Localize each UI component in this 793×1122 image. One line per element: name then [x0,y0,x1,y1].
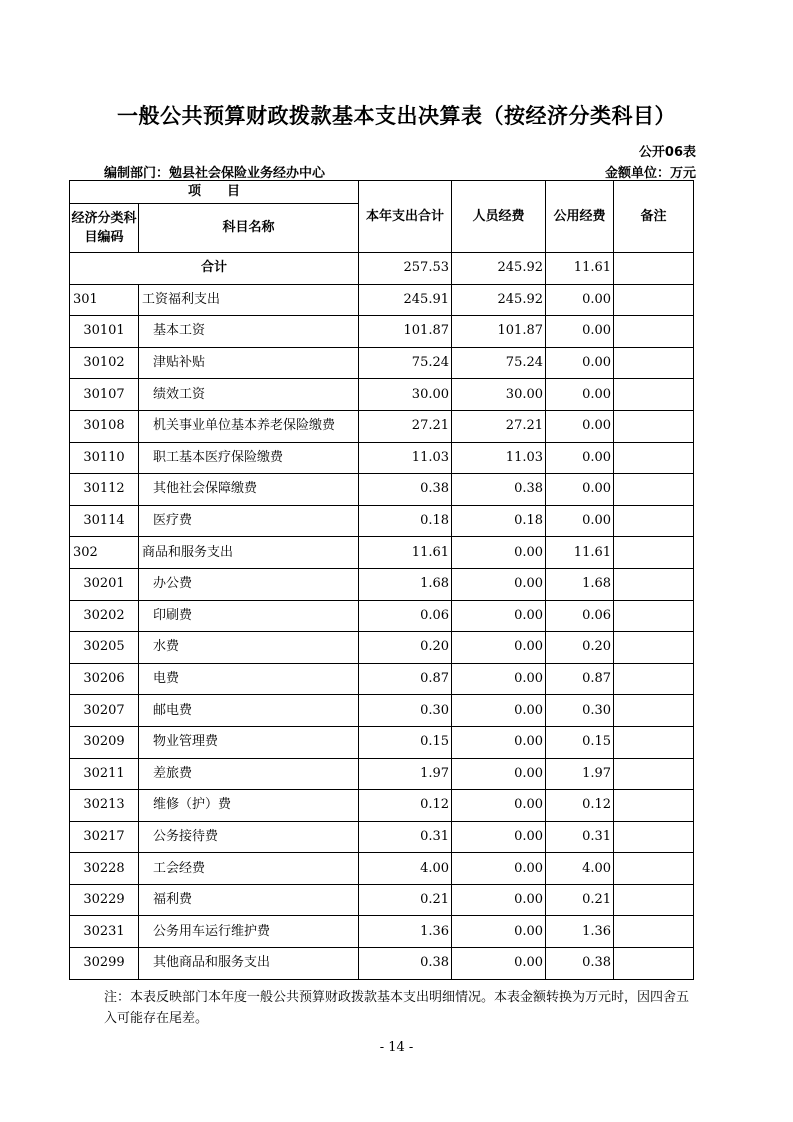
row-remark [614,821,694,853]
row-code: 30110 [70,442,139,474]
header-personnel: 人员经费 [452,181,546,253]
row-name: 基本工资 [139,316,359,348]
row-public: 1.36 [546,916,614,948]
table-row [70,948,694,980]
row-remark [614,884,694,916]
row-personnel: 0.38 [452,474,546,506]
row-personnel: 0.00 [452,948,546,980]
row-name: 其他社会保障缴费 [139,474,359,506]
row-total: 30.00 [359,379,452,411]
table-row [70,505,694,537]
header-row-1 [70,181,694,204]
row-remark [614,442,694,474]
row-public: 4.00 [546,853,614,885]
row-name: 公务用车运行维护费 [139,916,359,948]
table-row [70,821,694,853]
table-row [70,284,694,316]
row-personnel: 0.00 [452,916,546,948]
row-total: 0.38 [359,948,452,980]
row-name: 商品和服务支出 [139,537,359,569]
row-total: 11.03 [359,442,452,474]
row-code: 30114 [70,505,139,537]
row-remark [614,948,694,980]
row-remark [614,916,694,948]
row-total: 0.21 [359,884,452,916]
row-remark [614,284,694,316]
header-project: 项 目 [70,181,359,204]
row-public: 1.68 [546,568,614,600]
footnote: 注：本表反映部门本年度一般公共预算财政拨款基本支出明细情况。本表金额转换为万元时，因四舍五入可能存在尾差。 [104,990,690,1026]
row-code: 301 [70,284,139,316]
total-sum: 257.53 [359,253,452,285]
table-row [70,316,694,348]
row-public: 0.00 [546,379,614,411]
row-code: 30211 [70,758,139,790]
row-remark [614,632,694,664]
row-remark [614,600,694,632]
row-personnel: 245.92 [452,284,546,316]
table-row [70,726,694,758]
row-name: 差旅费 [139,758,359,790]
table-row [70,758,694,790]
table-row [70,410,694,442]
row-remark [614,505,694,537]
row-personnel: 0.00 [452,568,546,600]
row-code: 30107 [70,379,139,411]
row-code: 302 [70,537,139,569]
row-public: 11.61 [546,537,614,569]
header-public: 公用经费 [546,181,614,253]
row-code: 30202 [70,600,139,632]
row-personnel: 0.00 [452,821,546,853]
row-code: 30299 [70,948,139,980]
row-total: 1.36 [359,916,452,948]
total-row [70,253,694,285]
row-personnel: 0.00 [452,695,546,727]
row-total: 11.61 [359,537,452,569]
row-personnel: 101.87 [452,316,546,348]
row-code: 30207 [70,695,139,727]
table-row [70,916,694,948]
row-total: 1.97 [359,758,452,790]
table-row [70,790,694,822]
row-public: 0.06 [546,600,614,632]
row-name: 津贴补贴 [139,347,359,379]
row-remark [614,316,694,348]
row-code: 30213 [70,790,139,822]
table-row [70,632,694,664]
row-total: 0.87 [359,663,452,695]
row-public: 0.00 [546,442,614,474]
row-name: 机关事业单位基本养老保险缴费 [139,410,359,442]
row-public: 0.00 [546,347,614,379]
row-remark [614,726,694,758]
row-total: 1.68 [359,568,452,600]
row-personnel: 30.00 [452,379,546,411]
row-remark [614,790,694,822]
row-remark [614,537,694,569]
row-name: 福利费 [139,884,359,916]
row-name: 办公费 [139,568,359,600]
row-personnel: 0.00 [452,600,546,632]
row-total: 4.00 [359,853,452,885]
header-total: 本年支出合计 [359,181,452,253]
row-remark [614,474,694,506]
row-remark [614,568,694,600]
row-personnel: 0.00 [452,758,546,790]
row-name: 工资福利支出 [139,284,359,316]
row-name: 电费 [139,663,359,695]
row-public: 0.21 [546,884,614,916]
page-title: 一般公共预算财政拨款基本支出决算表（按经济分类科目） [117,104,676,128]
table-row [70,663,694,695]
page-number: - 14 - [379,1040,414,1055]
row-code: 30206 [70,663,139,695]
row-personnel: 27.21 [452,410,546,442]
row-remark [614,758,694,790]
expenditure-table [69,180,694,980]
header-name: 科目名称 [139,204,359,253]
row-public: 0.12 [546,790,614,822]
row-personnel: 0.00 [452,632,546,664]
row-code: 30231 [70,916,139,948]
row-public: 0.00 [546,316,614,348]
table-row [70,695,694,727]
row-name: 物业管理费 [139,726,359,758]
row-total: 0.06 [359,600,452,632]
row-public: 0.87 [546,663,614,695]
row-total: 75.24 [359,347,452,379]
row-name: 印刷费 [139,600,359,632]
row-personnel: 0.00 [452,853,546,885]
row-remark [614,853,694,885]
row-total: 0.20 [359,632,452,664]
row-name: 邮电费 [139,695,359,727]
row-total: 0.15 [359,726,452,758]
table-row [70,537,694,569]
row-public: 0.00 [546,284,614,316]
row-public: 0.38 [546,948,614,980]
row-name: 其他商品和服务支出 [139,948,359,980]
row-personnel: 0.00 [452,790,546,822]
row-public: 0.20 [546,632,614,664]
row-code: 30112 [70,474,139,506]
row-total: 0.31 [359,821,452,853]
row-public: 0.31 [546,821,614,853]
row-personnel: 11.03 [452,442,546,474]
row-code: 30217 [70,821,139,853]
header-remark: 备注 [614,181,694,253]
row-name: 维修（护）费 [139,790,359,822]
row-name: 绩效工资 [139,379,359,411]
row-remark [614,379,694,411]
department-label: 编制部门：勉县社会保险业务经办中心 [104,166,326,181]
row-remark [614,347,694,379]
row-code: 30102 [70,347,139,379]
table-row [70,379,694,411]
table-row [70,474,694,506]
row-name: 公务接待费 [139,821,359,853]
row-name: 水费 [139,632,359,664]
total-remark [614,253,694,285]
row-name: 工会经费 [139,853,359,885]
row-code: 30205 [70,632,139,664]
table-row [70,853,694,885]
table-row [70,884,694,916]
row-name: 医疗费 [139,505,359,537]
row-total: 101.87 [359,316,452,348]
row-name: 职工基本医疗保险缴费 [139,442,359,474]
row-total: 0.18 [359,505,452,537]
row-code: 30229 [70,884,139,916]
row-personnel: 0.00 [452,884,546,916]
row-code: 30108 [70,410,139,442]
row-public: 1.97 [546,758,614,790]
header-code: 经济分类科目编码 [70,204,139,253]
row-total: 0.12 [359,790,452,822]
row-personnel: 75.24 [452,347,546,379]
row-personnel: 0.00 [452,663,546,695]
table-number: 公开06表 [638,145,696,160]
row-total: 27.21 [359,410,452,442]
row-code: 30228 [70,853,139,885]
table-row [70,568,694,600]
row-total: 245.91 [359,284,452,316]
table-body [70,181,694,980]
table-row [70,442,694,474]
row-total: 0.30 [359,695,452,727]
unit-label: 金额单位：万元 [604,166,696,181]
total-public: 11.61 [546,253,614,285]
table-row [70,347,694,379]
row-public: 0.15 [546,726,614,758]
row-public: 0.30 [546,695,614,727]
row-code: 30101 [70,316,139,348]
total-label: 合计 [70,253,359,285]
row-code: 30209 [70,726,139,758]
row-public: 0.00 [546,505,614,537]
row-remark [614,695,694,727]
row-personnel: 0.00 [452,726,546,758]
total-personnel: 245.92 [452,253,546,285]
row-public: 0.00 [546,474,614,506]
row-remark [614,663,694,695]
row-personnel: 0.18 [452,505,546,537]
row-code: 30201 [70,568,139,600]
table-row [70,600,694,632]
row-total: 0.38 [359,474,452,506]
row-remark [614,410,694,442]
row-personnel: 0.00 [452,537,546,569]
row-public: 0.00 [546,410,614,442]
